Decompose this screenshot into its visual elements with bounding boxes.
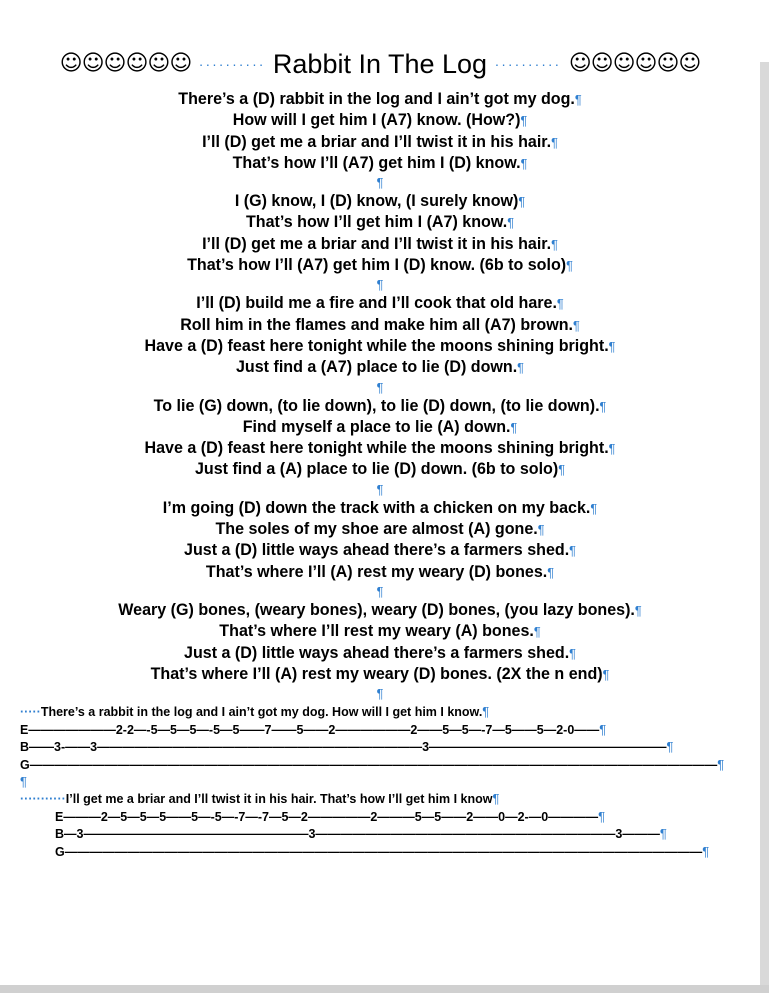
- lyric-text: Just a (D) little ways ahead there’s a farmers shed.: [184, 541, 570, 560]
- pilcrow-mark: ¶: [517, 360, 524, 376]
- tab-string-text: B—3——————————————————3————————————————————————3———: [55, 827, 660, 841]
- pilcrow-mark: ¶: [556, 296, 564, 312]
- lyric-line: [10, 191, 750, 212]
- pilcrow-mark: ¶: [492, 791, 500, 806]
- tab-lyric-text: There’s a rabbit in the log and I ain’t got my dog. How will I get him I know.: [40, 705, 483, 719]
- lyric-text: Just find a (A) place to lie (D) down. (6b to solo): [194, 460, 559, 479]
- tab-string-row: [20, 721, 750, 739]
- pilcrow-mark: ¶: [659, 826, 667, 841]
- tab-string-text: G———————————————————————————————————————————————————————: [20, 757, 718, 772]
- lyric-line: [10, 459, 750, 480]
- lyric-text: That’s where I’ll (A) rest my weary (D) bones. (2X the n end): [150, 664, 603, 683]
- tab-string-row: [20, 825, 750, 843]
- lyric-line: [10, 621, 750, 642]
- lyric-text: Have a (D) feast here tonight while the moons shining bright.: [144, 439, 609, 458]
- pilcrow-mark: ¶: [376, 686, 384, 702]
- lyric-line: [10, 110, 750, 131]
- tab-section-2: [20, 790, 750, 860]
- pilcrow-mark: ¶: [702, 843, 710, 859]
- title-row: [0, 44, 760, 82]
- lyric-line: [10, 540, 750, 561]
- lyric-text: I’ll (D) get me a briar and I’ll twist it in his hair.: [202, 234, 552, 253]
- pilcrow-mark: ¶: [602, 666, 610, 682]
- page-shadow-bottom: [0, 985, 769, 993]
- tab-string-text: G———————————————————————————————————————————————————: [55, 844, 703, 859]
- pilcrow-mark: ¶: [566, 258, 573, 274]
- lyric-line: [10, 255, 750, 276]
- tab-string-row: [20, 843, 750, 861]
- tab-lead-dots: ·····: [20, 705, 41, 719]
- pilcrow-mark: ¶: [376, 379, 384, 395]
- lyric-line: [10, 212, 750, 233]
- tab-string-text: B——3-——3——————————————————————————3———————————————————: [20, 740, 667, 754]
- tab-string-row: [20, 756, 750, 774]
- pilcrow-mark: ¶: [510, 419, 518, 435]
- lyric-text: Have a (D) feast here tonight while the moons shining bright.: [144, 336, 609, 355]
- pilcrow-mark: ¶: [547, 564, 555, 580]
- lyric-text: Roll him in the flames and make him all (A7) brown.: [180, 315, 573, 334]
- lyric-line: [10, 498, 750, 519]
- tab-lead-dots: ···········: [20, 792, 66, 806]
- blank-paragraph: [10, 379, 750, 396]
- tab-string-text: E———————2-2—-5—5—5—-5—5——7——5——2——————2——5—5—-7—5——5—2-0——: [20, 722, 600, 737]
- lyric-text: I’m going (D) down the track with a chicken on my back.: [162, 498, 591, 517]
- lyric-line: [10, 600, 750, 621]
- pilcrow-mark: ¶: [569, 645, 576, 661]
- blank-paragraph: [20, 773, 750, 791]
- pilcrow-mark: ¶: [376, 175, 384, 191]
- pilcrow-mark: ¶: [634, 602, 642, 618]
- title-dot-leader-left: ··········: [198, 55, 266, 72]
- lyric-text: To lie (G) down, (to lie down), to lie (D) down, (to lie down).: [153, 396, 600, 415]
- smiley-left-icons: ☺☺☺☺☺☺: [59, 50, 192, 76]
- pilcrow-mark: ¶: [599, 398, 607, 414]
- lyric-text: I’ll (D) build me a fire and I’ll cook that old hare.: [196, 294, 557, 313]
- blank-paragraph: [10, 174, 750, 191]
- pilcrow-mark: ¶: [537, 522, 545, 538]
- lyric-text: Just find a (A7) place to lie (D) down.: [236, 358, 518, 377]
- lyrics-block: [0, 89, 760, 702]
- lyric-line: [10, 417, 750, 438]
- smiley-right-icons: ☺☺☺☺☺☺: [568, 50, 701, 76]
- lyric-line: [10, 562, 750, 583]
- pilcrow-mark: ¶: [599, 721, 607, 737]
- title-dot-leader-right: ··········: [494, 55, 562, 72]
- lyric-line: [10, 89, 750, 110]
- pilcrow-mark: ¶: [608, 441, 616, 457]
- pilcrow-mark: ¶: [598, 808, 606, 824]
- pilcrow-mark: ¶: [590, 500, 598, 516]
- lyric-line: [10, 293, 750, 314]
- pilcrow-mark: ¶: [551, 134, 558, 150]
- pilcrow-mark: ¶: [666, 739, 674, 754]
- lyric-text: I (G) know, I (D) know, (I surely know): [234, 192, 519, 211]
- tab-lyric-row: [20, 790, 750, 808]
- blank-paragraph: [10, 276, 750, 293]
- pilcrow-mark: ¶: [717, 756, 725, 772]
- lyric-text: Find myself a place to lie (A) down.: [242, 417, 511, 436]
- lyric-text: The soles of my shoe are almost (A) gone.: [215, 520, 538, 539]
- tab-string-text: E———2—5—5—5——5—-5—-7—-7—5—2—————2———5—5——2——0—2-—0————: [55, 809, 599, 824]
- lyric-text: That’s where I’ll (A) rest my weary (D) bones.: [205, 562, 548, 581]
- tab-lyric-row: [20, 703, 750, 721]
- pilcrow-mark: ¶: [518, 194, 526, 210]
- page-title: Rabbit In The Log: [272, 48, 488, 79]
- pilcrow-mark: ¶: [533, 624, 541, 640]
- lyric-line: [10, 315, 750, 336]
- pilcrow-mark: ¶: [376, 277, 384, 293]
- lyric-line: [10, 234, 750, 255]
- lyric-line: [10, 664, 750, 685]
- lyric-text: Weary (G) bones, (weary bones), weary (D) bones, (you lazy bones).: [118, 600, 635, 619]
- pilcrow-mark: ¶: [520, 113, 528, 129]
- pilcrow-mark: ¶: [520, 155, 528, 171]
- pilcrow-mark: ¶: [376, 481, 384, 497]
- lyric-text: That’s how I’ll (A7) get him I (D) know.: [232, 153, 521, 172]
- lyric-line: [10, 438, 750, 459]
- pilcrow-mark: ¶: [551, 236, 558, 252]
- pilcrow-mark: ¶: [20, 774, 27, 789]
- lyric-line: [10, 132, 750, 153]
- tab-string-row: [20, 738, 750, 756]
- lyric-text: There’s a (D) rabbit in the log and I ain’t got my dog.: [178, 90, 575, 108]
- lyric-line: [10, 396, 750, 417]
- pilcrow-mark: ¶: [569, 543, 576, 559]
- lyric-text: Just a (D) little ways ahead there’s a farmers shed.: [184, 643, 570, 662]
- lyric-text: That’s how I’ll (A7) get him I (D) know. (6b to solo): [187, 256, 567, 275]
- pilcrow-mark: ¶: [572, 317, 580, 333]
- blank-paragraph: [10, 583, 750, 600]
- pilcrow-mark: ¶: [482, 704, 490, 719]
- lyric-line: [10, 336, 750, 357]
- pilcrow-mark: ¶: [376, 583, 384, 599]
- pilcrow-mark: ¶: [608, 338, 616, 354]
- tab-section-1: [20, 703, 750, 791]
- lyric-text: I’ll (D) get me a briar and I’ll twist it in his hair.: [202, 132, 552, 151]
- lyric-text: That’s where I’ll rest my weary (A) bones.: [219, 622, 534, 641]
- lyric-line: [10, 643, 750, 664]
- lyric-line: [10, 153, 750, 174]
- pilcrow-mark: ¶: [574, 92, 582, 107]
- pilcrow-mark: ¶: [558, 462, 566, 478]
- lyric-text: That’s how I’ll get him I (A7) know.: [245, 213, 508, 232]
- pilcrow-mark: ¶: [507, 215, 515, 231]
- lyric-line: [10, 357, 750, 378]
- lyric-line: [10, 519, 750, 540]
- blank-paragraph: [10, 685, 750, 702]
- lyric-text: How will I get him I (A7) know. (How?): [232, 111, 521, 130]
- tab-lyric-text: I’ll get me a briar and I’ll twist it in his hair. That’s how I’ll get him I know: [65, 792, 493, 806]
- blank-paragraph: [10, 481, 750, 498]
- page-shadow-right: [760, 62, 769, 993]
- tab-string-row: [20, 808, 750, 826]
